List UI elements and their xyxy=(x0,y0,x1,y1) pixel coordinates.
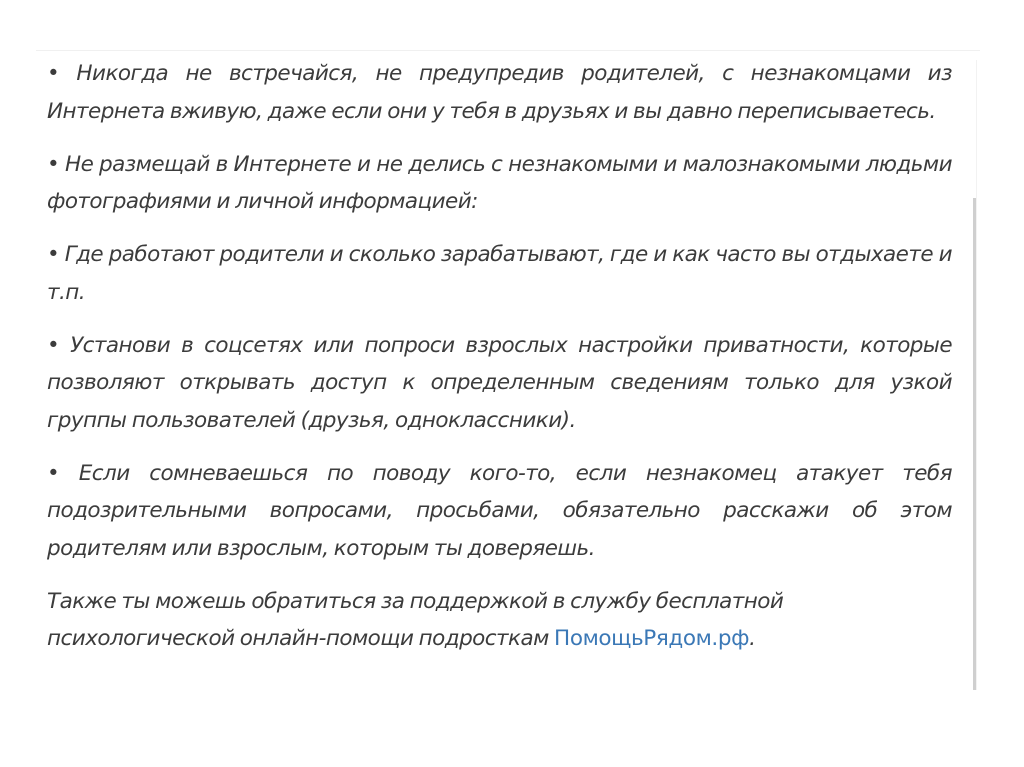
support-service-text: Также ты можешь обратиться за поддержкой в службу бесплатной психологической онлайн-помощи подросткам xyxy=(47,588,784,651)
scrollbar-track[interactable] xyxy=(973,198,976,690)
right-border-faint xyxy=(976,60,977,690)
paragraph-support-service xyxy=(47,583,952,658)
closing-period: . xyxy=(749,626,756,651)
paragraph-privacy-settings: • Установи в соцсетях или попроси взрослых настройки приватности, которые позволяют открывать доступ к определенным сведениям только для узкой группы пользователей (друзья, одноклассники). xyxy=(47,332,952,433)
help-nearby-link[interactable]: ПомощьРядом.рф xyxy=(554,626,750,651)
paragraph-meeting-strangers: • Никогда не встречайся, не предупредив родителей, с незнакомцами из Интернета вживую, даже если они у тебя в друзьях и вы давно переписываетесь. xyxy=(47,61,952,124)
paragraph-personal-info: • Не размещай в Интернете и не делись с незнакомыми и малознакомыми людьми фотографиями и личной информацией: xyxy=(47,151,952,214)
top-divider xyxy=(36,50,980,51)
text-content xyxy=(47,55,952,673)
paragraph-parents-work: • Где работают родители и сколько зарабатывают, где и как часто вы отдыхаете и т.п. xyxy=(47,242,952,305)
paragraph-suspicious-stranger: • Если сомневаешься по поводу кого-то, если незнакомец атакует тебя подозрительными вопросами, просьбами, обязательно расскажи об этом родителям или взрослым, которым ты доверяешь. xyxy=(47,460,952,561)
